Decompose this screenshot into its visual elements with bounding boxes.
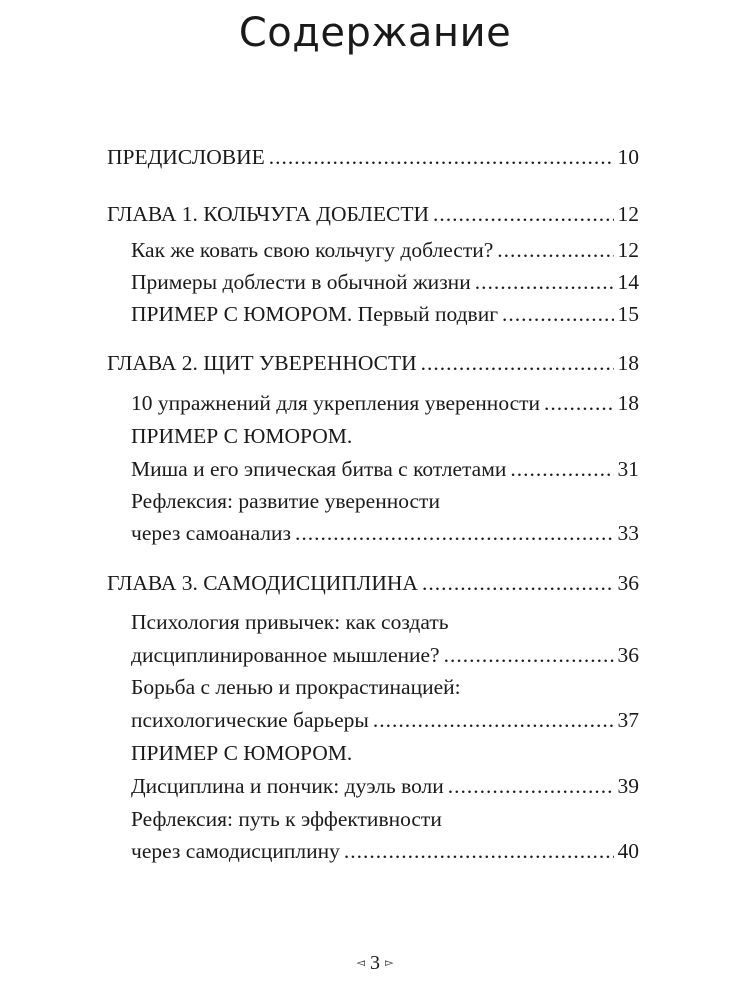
toc-page-number: 12 — [617, 238, 639, 262]
dot-leader — [269, 142, 614, 172]
toc-page-number: 36 — [617, 571, 639, 595]
toc-page-number: 15 — [617, 302, 639, 326]
dot-leader — [422, 568, 614, 598]
ornament-left-icon: ◅ — [356, 957, 365, 969]
toc-subsection-label[interactable]: Рефлексия: путь к эффективности — [131, 807, 442, 831]
dot-leader — [433, 199, 614, 229]
toc-entry-subsection[interactable] — [131, 388, 639, 418]
toc-entry-subsection[interactable] — [131, 836, 639, 866]
page-title: Содержание — [238, 10, 512, 56]
dot-leader — [295, 518, 614, 548]
toc-entry-subsection[interactable] — [131, 299, 639, 329]
dot-leader — [497, 235, 613, 265]
toc-subsection-label[interactable]: Психология привычек: как создать — [131, 610, 449, 634]
toc-subsection-label[interactable]: Рефлексия: развитие уверенности — [131, 489, 440, 513]
toc-entry-chapter-2[interactable] — [107, 348, 639, 378]
toc-entry-subsection[interactable] — [131, 705, 639, 735]
toc-page-number: 40 — [617, 839, 639, 863]
dot-leader — [475, 267, 614, 297]
toc-page-number: 18 — [617, 351, 639, 375]
toc-entry-label: через самоанализ — [131, 521, 291, 545]
page-number: 3 — [370, 952, 380, 974]
toc-entry-label: 10 упражнений для укрепления уверенности — [131, 391, 541, 415]
toc-page-number: 33 — [617, 521, 639, 545]
toc-page-number: 10 — [617, 145, 639, 169]
toc-entry-subsection[interactable] — [131, 771, 639, 801]
dot-leader — [510, 454, 613, 484]
toc-entry-subsection[interactable] — [131, 518, 639, 548]
toc-entry-label: Примеры доблести в обычной жизни — [131, 270, 471, 294]
toc-entry-chapter-1[interactable] — [107, 199, 639, 229]
toc-entry-label: ПРИМЕР С ЮМОРОМ. Первый подвиг — [131, 302, 499, 326]
toc-subsection-label[interactable]: Борьба с ленью и прокрастинацией: — [131, 675, 461, 699]
toc-entry-subsection[interactable] — [131, 640, 639, 670]
toc-entry-label: Как же ковать свою кольчугу доблести? — [131, 238, 494, 262]
toc-entry-label: дисциплинированное мышление? — [131, 643, 440, 667]
dot-leader — [544, 388, 613, 418]
dot-leader — [421, 348, 614, 378]
toc-entry-label: Миша и его эпическая битва с котлетами — [131, 457, 507, 481]
toc-page-number: 37 — [617, 708, 639, 732]
page-folio — [0, 952, 750, 975]
toc-entry-label: ГЛАВА 3. САМОДИСЦИПЛИНА — [107, 571, 418, 595]
dot-leader — [344, 836, 614, 866]
toc-entry-label: ПРЕДИСЛОВИЕ — [107, 145, 265, 169]
dot-leader — [448, 771, 614, 801]
toc-subsection-label[interactable]: ПРИМЕР С ЮМОРОМ. — [131, 424, 353, 448]
toc-entry-chapter-3[interactable] — [107, 568, 639, 598]
toc-page-number: 12 — [617, 202, 639, 226]
toc-entry-label: Дисциплина и пончик: дуэль воли — [131, 774, 444, 798]
toc-entry-label: ГЛАВА 2. ЩИТ УВЕРЕННОСТИ — [107, 351, 417, 375]
toc-page-number: 18 — [617, 391, 639, 415]
toc-entry-subsection[interactable] — [131, 454, 639, 484]
dot-leader — [444, 640, 614, 670]
toc-entry-preface[interactable] — [107, 142, 639, 172]
toc-entry-label: ГЛАВА 1. КОЛЬЧУГА ДОБЛЕСТИ — [107, 202, 429, 226]
toc-page-number: 39 — [617, 774, 639, 798]
toc-entry-subsection[interactable] — [131, 235, 639, 265]
dot-leader — [502, 299, 613, 329]
toc-entry-label: психологические барьеры — [131, 708, 369, 732]
toc-page-number: 14 — [617, 270, 639, 294]
dot-leader — [373, 705, 614, 735]
toc-subsection-label[interactable]: ПРИМЕР С ЮМОРОМ. — [131, 741, 353, 765]
toc-page-number: 36 — [617, 643, 639, 667]
toc-entry-subsection[interactable] — [131, 267, 639, 297]
toc-page-number: 31 — [617, 457, 639, 481]
toc-entry-label: через самодисциплину — [131, 839, 340, 863]
ornament-right-icon: ▻ — [385, 957, 394, 969]
